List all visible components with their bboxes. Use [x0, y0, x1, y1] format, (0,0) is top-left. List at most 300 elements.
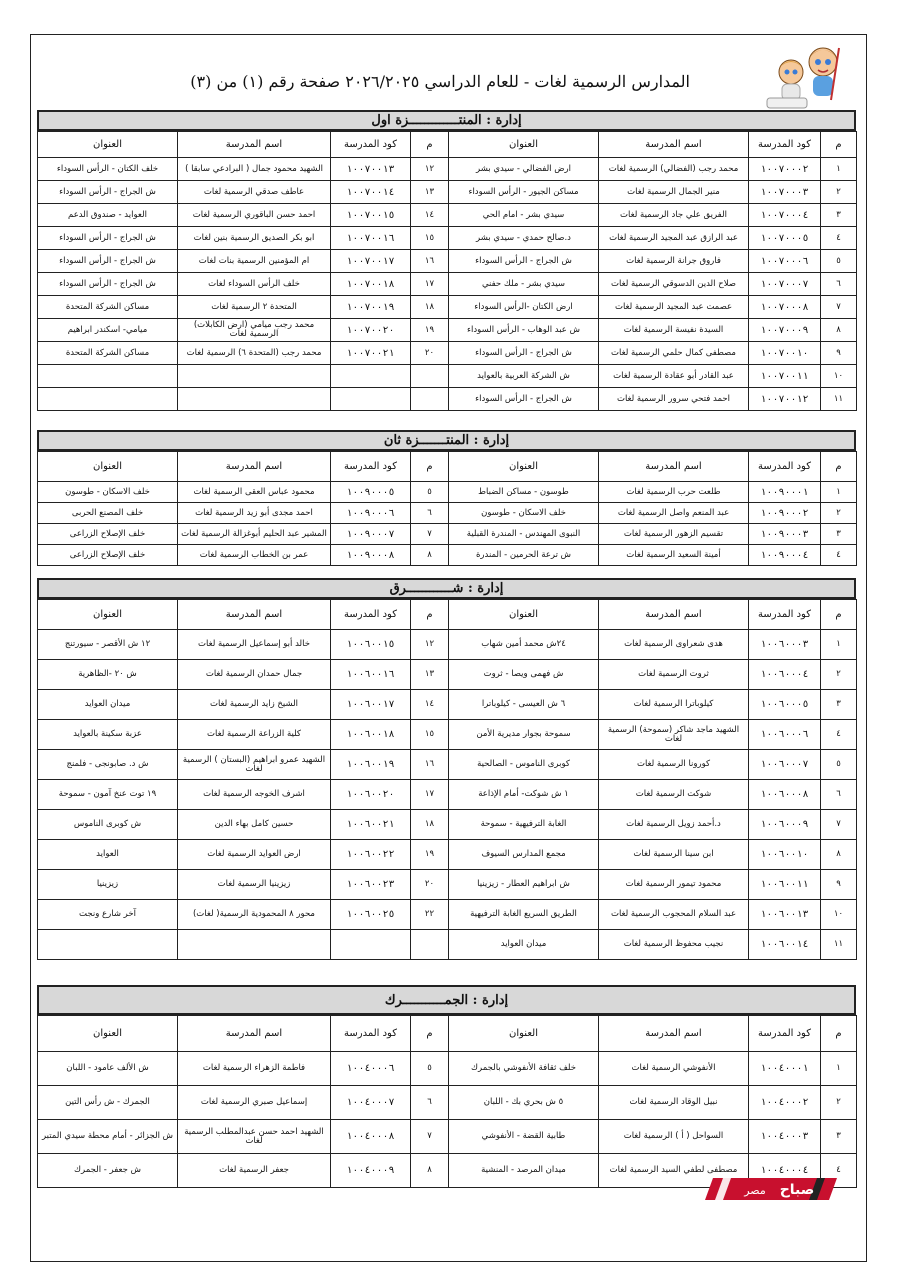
row-number: ٥ [821, 250, 857, 273]
school-code: ١٠٠٦٠٠٠٩ [749, 810, 821, 840]
row-number: ٤ [821, 720, 857, 750]
school-address: ميدان العوايد [38, 690, 178, 720]
table-header-row [38, 600, 857, 630]
school-code: ١٠٠٩٠٠٠٣ [749, 524, 821, 545]
school-name: محور ٨ المحمودية الرسمية( لغات) [178, 900, 331, 930]
school-code: ١٠٠٦٠٠٢٥ [331, 900, 411, 930]
table-row [38, 690, 857, 720]
school-name: فاروق جرانة الرسمية لغات [599, 250, 749, 273]
school-code: ١٠٠٦٠٠٠٤ [749, 660, 821, 690]
row-number [411, 930, 449, 960]
school-name: ابو بكر الصديق الرسمية بنين لغات [178, 227, 331, 250]
school-name: ام المؤمنين الرسمية بنات لغات [178, 250, 331, 273]
row-number: ١٩ [411, 840, 449, 870]
school-address: خلف الإصلاح الزراعى [38, 545, 178, 566]
col-header: العنوان [449, 132, 599, 158]
school-address: النبوى المهندس - المندرة القبلية [449, 524, 599, 545]
school-address: ارض الكتان -الرأس السوداء [449, 296, 599, 319]
school-name: تقسيم الزهور الرسمية لغات [599, 524, 749, 545]
school-address: ش الجزائر - أمام محطة سيدي المتبر [38, 1120, 178, 1154]
school-name: كيلوباترا الرسمية لغات [599, 690, 749, 720]
table-row [38, 158, 857, 181]
school-address: ارض الفضالي - سيدي بشر [449, 158, 599, 181]
row-number: ٨ [411, 545, 449, 566]
school-code: ١٠٠٩٠٠٠٤ [749, 545, 821, 566]
row-number: ٦ [821, 780, 857, 810]
school-name: محمد رجب (الفضالي) الرسمية لغات [599, 158, 749, 181]
row-number [411, 365, 449, 388]
school-address: ش الجراج - الرأس السوداء [38, 273, 178, 296]
table-row [38, 660, 857, 690]
section-customs [37, 985, 856, 1195]
row-number: ٤ [821, 545, 857, 566]
school-address: ميدان المرصد - المنشية [449, 1154, 599, 1188]
school-name: الشهيد عمرو ابراهيم (البستان ) الرسمية لغات [178, 750, 331, 780]
school-code: ١٠٠٧٠٠٠٦ [749, 250, 821, 273]
row-number: ٦ [411, 1086, 449, 1120]
school-code: ١٠٠٦٠٠٢٢ [331, 840, 411, 870]
school-address: خلف الاسكان - طوسون [38, 482, 178, 503]
table-row [38, 482, 857, 503]
school-name: ابن سينا الرسمية لغات [599, 840, 749, 870]
school-code: ١٠٠٦٠٠١٤ [749, 930, 821, 960]
school-name: منير الجمال الرسمية لغات [599, 181, 749, 204]
school-address: زيزينيا [38, 870, 178, 900]
row-number: ٨ [411, 1154, 449, 1188]
row-number: ٤ [821, 1154, 857, 1188]
school-address: العوايد [38, 840, 178, 870]
school-name: محمد رجب ميامي (ارض الكابلات) الرسمية لغات [178, 319, 331, 342]
col-header: اسم المدرسة [178, 452, 331, 482]
school-code: ١٠٠٩٠٠٠١ [749, 482, 821, 503]
row-number: ١٨ [411, 296, 449, 319]
table-row [38, 296, 857, 319]
row-number: ٣ [821, 690, 857, 720]
school-name [178, 388, 331, 411]
school-address: ش عبد الوهاب - الرأس السوداء [449, 319, 599, 342]
school-code: ١٠٠٧٠٠١٤ [331, 181, 411, 204]
school-code: ١٠٠٤٠٠٠٣ [749, 1120, 821, 1154]
school-address: ش كوبرى الناموس [38, 810, 178, 840]
page-header [30, 40, 865, 100]
school-name: احمد مجدى أبو زيد الرسمية لغات [178, 503, 331, 524]
col-header: م [821, 452, 857, 482]
school-code: ١٠٠٧٠٠٠٨ [749, 296, 821, 319]
school-address [38, 388, 178, 411]
school-code: ١٠٠٩٠٠٠٨ [331, 545, 411, 566]
row-number: ٧ [821, 296, 857, 319]
col-header: كود المدرسة [749, 132, 821, 158]
school-address: ٢٤ش محمد أمين شهاب [449, 630, 599, 660]
school-name: عمر بن الخطاب الرسمية لغات [178, 545, 331, 566]
section-east [37, 578, 856, 964]
school-address: طوسون - مساكن الضباط [449, 482, 599, 503]
school-name: صلاح الدين الدسوقي الرسمية لغات [599, 273, 749, 296]
school-address: ١٢ ش الأقصر - سيورتنج [38, 630, 178, 660]
table-row [38, 840, 857, 870]
school-code: ١٠٠٧٠٠١٩ [331, 296, 411, 319]
school-code: ١٠٠٧٠٠١٣ [331, 158, 411, 181]
col-header: كود المدرسة [749, 452, 821, 482]
school-name: الشهيد ماجد شاكر (سموحة) الرسمية لغات [599, 720, 749, 750]
school-name: احمد فتحي سرور الرسمية لغات [599, 388, 749, 411]
school-code: ١٠٠٧٠٠٠٣ [749, 181, 821, 204]
row-number: ٦ [411, 503, 449, 524]
school-address: ش الجراج - الرأس السوداء [449, 250, 599, 273]
row-number: ٢٠ [411, 870, 449, 900]
school-code: ١٠٠٧٠٠٠٥ [749, 227, 821, 250]
school-address [38, 365, 178, 388]
col-header: اسم المدرسة [599, 600, 749, 630]
section-title: إدارة : شــــــــــــرق [37, 578, 856, 599]
school-name: الأنفوشي الرسمية لغات [599, 1052, 749, 1086]
school-address: ش ٢٠ -الظاهرية [38, 660, 178, 690]
school-name: جمال حمدان الرسمية لغات [178, 660, 331, 690]
school-address: كوبرى الناموس - الصالحية [449, 750, 599, 780]
row-number: ١ [821, 482, 857, 503]
school-code: ١٠٠٧٠٠١٧ [331, 250, 411, 273]
page-title: المدارس الرسمية لغات - للعام الدراسي ٢٠٢٦/٢٠٢٥ صفحة رقم (١) من (٣) [190, 72, 690, 91]
school-address: ش د. صابونجى - فلمنج [38, 750, 178, 780]
school-address: ش الجراج - الرأس السوداء [449, 388, 599, 411]
row-number [411, 388, 449, 411]
col-header: العنوان [449, 452, 599, 482]
school-name: خلف الرأس السوداء لغات [178, 273, 331, 296]
col-header: كود المدرسة [331, 132, 411, 158]
school-code: ١٠٠٧٠٠٠٩ [749, 319, 821, 342]
section-title: إدارة : المنتـــــــــــــزة اول [37, 110, 856, 131]
school-code: ١٠٠٦٠٠٢١ [331, 810, 411, 840]
table-row [38, 319, 857, 342]
table-row [38, 503, 857, 524]
row-number: ٢ [821, 660, 857, 690]
col-header: العنوان [449, 600, 599, 630]
school-name: د.أحمد زويل الرسمية لغات [599, 810, 749, 840]
row-number: ١٥ [411, 720, 449, 750]
table-row [38, 900, 857, 930]
row-number: ٦ [821, 273, 857, 296]
table-row [38, 750, 857, 780]
table-row [38, 365, 857, 388]
school-code: ١٠٠٧٠٠٢١ [331, 342, 411, 365]
col-header: كود المدرسة [749, 600, 821, 630]
school-code: ١٠٠٧٠٠٠٤ [749, 204, 821, 227]
row-number: ٢ [821, 503, 857, 524]
school-address: الجمرك - ش رأس التين [38, 1086, 178, 1120]
school-address: ش الجراج - الرأس السوداء [38, 250, 178, 273]
section-title: إدارة : الجمـــــــــــرك [37, 985, 856, 1015]
school-name: السواحل ( أ ) الرسمية لغات [599, 1120, 749, 1154]
col-header: اسم المدرسة [178, 1016, 331, 1052]
section-montaza-2 [37, 430, 856, 570]
col-header: العنوان [38, 452, 178, 482]
row-number: ٢ [821, 181, 857, 204]
school-address: ميدان العوايد [449, 930, 599, 960]
row-number: ١٨ [411, 810, 449, 840]
row-number: ١ [821, 630, 857, 660]
row-number: ٩ [821, 870, 857, 900]
school-address: مساكن الشركة المتحدة [38, 296, 178, 319]
row-number: ٨ [821, 319, 857, 342]
school-name: خالد أبو إسماعيل الرسمية لغات [178, 630, 331, 660]
col-header: م [821, 132, 857, 158]
school-address: ش فهمى ويصا - ثروت [449, 660, 599, 690]
row-number: ٧ [411, 524, 449, 545]
school-address: خلف الاسكان - طوسون [449, 503, 599, 524]
school-code: ١٠٠٦٠٠٢٣ [331, 870, 411, 900]
school-code: ١٠٠٤٠٠٠٧ [331, 1086, 411, 1120]
col-header: كود المدرسة [331, 600, 411, 630]
row-number: ٤ [821, 227, 857, 250]
school-name: الشهيد محمود جمال ( البرادعي سابقا ) [178, 158, 331, 181]
school-address: ش الألف عامود - اللبان [38, 1052, 178, 1086]
col-header: العنوان [38, 1016, 178, 1052]
school-address: ش الشركة العربية بالعوايد [449, 365, 599, 388]
watermark-country: مصر [744, 1184, 766, 1197]
school-name: زيزينيا الرسمية لغات [178, 870, 331, 900]
school-name: نجيب محفوظ الرسمية لغات [599, 930, 749, 960]
school-code: ١٠٠٧٠٠١٠ [749, 342, 821, 365]
col-header: م [411, 600, 449, 630]
school-name: نبيل الوقاد الرسمية لغات [599, 1086, 749, 1120]
school-name: محمود عباس العقى الرسمية لغات [178, 482, 331, 503]
school-code: ١٠٠٤٠٠٠٤ [749, 1154, 821, 1188]
row-number: ١٤ [411, 204, 449, 227]
col-header: اسم المدرسة [599, 1016, 749, 1052]
school-code: ١٠٠٤٠٠٠٦ [331, 1052, 411, 1086]
school-name: كورونا الرسمية لغات [599, 750, 749, 780]
school-code: ١٠٠٧٠٠٠٢ [749, 158, 821, 181]
school-address: مساكن الجيور - الرأس السوداء [449, 181, 599, 204]
school-address: ٥ ش بحري بك - اللبان [449, 1086, 599, 1120]
school-address: الطريق السريع الغابة الترفيهية [449, 900, 599, 930]
school-code [331, 365, 411, 388]
school-name: عاطف صدقي الرسمية لغات [178, 181, 331, 204]
table-row [38, 388, 857, 411]
school-code: ١٠٠٧٠٠١٥ [331, 204, 411, 227]
row-number: ٥ [411, 482, 449, 503]
school-code: ١٠٠٦٠٠١٥ [331, 630, 411, 660]
school-address: خلف ثقافة الأنفوشي بالجمرك [449, 1052, 599, 1086]
school-code: ١٠٠٩٠٠٠٥ [331, 482, 411, 503]
school-code: ١٠٠٦٠٠١٣ [749, 900, 821, 930]
school-name: كلية الزراعة الرسمية لغات [178, 720, 331, 750]
school-code: ١٠٠٧٠٠١٢ [749, 388, 821, 411]
school-name: طلعت حرب الرسمية لغات [599, 482, 749, 503]
school-address: آخر شارع ونجت [38, 900, 178, 930]
row-number: ٥ [821, 750, 857, 780]
school-code: ١٠٠٦٠٠١٧ [331, 690, 411, 720]
col-header: اسم المدرسة [178, 132, 331, 158]
row-number: ١٩ [411, 319, 449, 342]
schools-table [37, 1015, 857, 1188]
school-code: ١٠٠٦٠٠١٨ [331, 720, 411, 750]
table-row [38, 810, 857, 840]
school-code [331, 388, 411, 411]
table-row [38, 1120, 857, 1154]
row-number: ١ [821, 1052, 857, 1086]
school-code [331, 930, 411, 960]
row-number: ١٢ [411, 630, 449, 660]
school-address: خلف الإصلاح الزراعى [38, 524, 178, 545]
school-address: العوايد - صندوق الدعم [38, 204, 178, 227]
school-address: الغابة الترفيهية - سموحة [449, 810, 599, 840]
school-name: هدى شعراوى الرسمية لغات [599, 630, 749, 660]
school-address: طابية القضة - الأنفوشي [449, 1120, 599, 1154]
row-number: ١٦ [411, 250, 449, 273]
school-name: عبد الرازق عبد المجيد الرسمية لغات [599, 227, 749, 250]
school-code: ١٠٠٧٠٠١٦ [331, 227, 411, 250]
school-code: ١٠٠٦٠٠١٦ [331, 660, 411, 690]
school-code: ١٠٠٦٠٠١٠ [749, 840, 821, 870]
school-name: أمينة السعيد الرسمية لغات [599, 545, 749, 566]
row-number: ٥ [411, 1052, 449, 1086]
table-row [38, 250, 857, 273]
school-name: اشرف الخوجه الرسمية لغات [178, 780, 331, 810]
table-row [38, 204, 857, 227]
row-number: ١٥ [411, 227, 449, 250]
col-header: م [821, 600, 857, 630]
school-name: محمود تيمور الرسمية لغات [599, 870, 749, 900]
col-header: كود المدرسة [749, 1016, 821, 1052]
table-row [38, 930, 857, 960]
school-address: ٦ ش العيسى - كيلوباترا [449, 690, 599, 720]
school-name: عبد المنعم واصل الرسمية لغات [599, 503, 749, 524]
row-number: ١٠ [821, 365, 857, 388]
school-code: ١٠٠٧٠٠١٨ [331, 273, 411, 296]
table-row [38, 524, 857, 545]
school-code: ١٠٠٦٠٠١٩ [331, 750, 411, 780]
school-name: عبد القادر أبو عقادة الرسمية لغات [599, 365, 749, 388]
row-number: ١٤ [411, 690, 449, 720]
school-code: ١٠٠٤٠٠٠٨ [331, 1120, 411, 1154]
col-header: العنوان [38, 600, 178, 630]
table-row [38, 342, 857, 365]
col-header: م [411, 452, 449, 482]
school-address: ش الجراج - الرأس السوداء [38, 181, 178, 204]
row-number: ٣ [821, 1120, 857, 1154]
school-name: عصمت عبد المجيد الرسمية لغات [599, 296, 749, 319]
school-code: ١٠٠٤٠٠٠٩ [331, 1154, 411, 1188]
school-code: ١٠٠٧٠٠١١ [749, 365, 821, 388]
col-header: اسم المدرسة [178, 600, 331, 630]
school-name: الشهيد احمد حسن عبدالمطلب الرسمية لغات [178, 1120, 331, 1154]
school-code: ١٠٠٩٠٠٠٧ [331, 524, 411, 545]
col-header: م [411, 1016, 449, 1052]
row-number: ٢٠ [411, 342, 449, 365]
school-address: ميامي- اسكندر ابراهيم [38, 319, 178, 342]
row-number: ٣ [821, 204, 857, 227]
col-header: اسم المدرسة [599, 132, 749, 158]
school-address: ش ترعة الحرمين - المندرة [449, 545, 599, 566]
table-header-row [38, 452, 857, 482]
schools-table [37, 451, 857, 566]
school-address: خلف المصنع الحربى [38, 503, 178, 524]
school-name: مصطفى لطفي السيد الرسمية لغات [599, 1154, 749, 1188]
school-address: د.صالح حمدي - سيدي بشر [449, 227, 599, 250]
school-name: احمد حسن الباقوري الرسمية لغات [178, 204, 331, 227]
school-name: مصطفى كمال حلمي الرسمية لغات [599, 342, 749, 365]
table-row [38, 870, 857, 900]
section-montaza-1 [37, 110, 856, 420]
table-row [38, 1052, 857, 1086]
schools-table [37, 599, 857, 960]
row-number: ٨ [821, 840, 857, 870]
school-name [178, 365, 331, 388]
row-number: ٧ [411, 1120, 449, 1154]
row-number: ٩ [821, 342, 857, 365]
row-number: ٢٢ [411, 900, 449, 930]
watermark-name: صباح [779, 1182, 815, 1198]
table-row [38, 545, 857, 566]
school-address: عزبة سكينة بالعوايد [38, 720, 178, 750]
school-address: خلف الكتان - الرأس السوداء [38, 158, 178, 181]
school-code: ١٠٠٧٠٠٠٧ [749, 273, 821, 296]
row-number: ١١ [821, 388, 857, 411]
col-header: كود المدرسة [331, 1016, 411, 1052]
col-header: م [411, 132, 449, 158]
row-number: ١٦ [411, 750, 449, 780]
schools-table [37, 131, 857, 411]
school-name: إسماعيل صبري الرسمية لغات [178, 1086, 331, 1120]
school-code: ١٠٠٦٠٠٠٦ [749, 720, 821, 750]
col-header: كود المدرسة [331, 452, 411, 482]
school-name: شوكت الرسمية لغات [599, 780, 749, 810]
table-row [38, 630, 857, 660]
row-number: ١٧ [411, 273, 449, 296]
school-address: سموحة بجوار مديرية الأمن [449, 720, 599, 750]
row-number: ١٧ [411, 780, 449, 810]
school-address: ١٩ توت عنخ آمون - سموحة [38, 780, 178, 810]
school-name [178, 930, 331, 960]
row-number: ١١ [821, 930, 857, 960]
school-code: ١٠٠٧٠٠٢٠ [331, 319, 411, 342]
school-code: ١٠٠٦٠٠٠٨ [749, 780, 821, 810]
row-number: ٧ [821, 810, 857, 840]
school-code: ١٠٠٦٠٠٠٧ [749, 750, 821, 780]
table-header-row [38, 132, 857, 158]
col-header: العنوان [38, 132, 178, 158]
table-row [38, 227, 857, 250]
school-name: فاطمة الزهراء الرسمية لغات [178, 1052, 331, 1086]
school-code: ١٠٠٦٠٠٠٣ [749, 630, 821, 660]
row-number: ١٢ [411, 158, 449, 181]
school-code: ١٠٠٤٠٠٠١ [749, 1052, 821, 1086]
row-number: ٢ [821, 1086, 857, 1120]
row-number: ١٠ [821, 900, 857, 930]
col-header: اسم المدرسة [599, 452, 749, 482]
col-header: م [821, 1016, 857, 1052]
school-name: حسين كامل بهاء الدين [178, 810, 331, 840]
school-address: ١ ش شوكت- أمام الإذاعة [449, 780, 599, 810]
school-name: ثروت الرسمية لغات [599, 660, 749, 690]
school-name: السيدة نفيسة الرسمية لغات [599, 319, 749, 342]
school-name: محمد رجب (المتحدة ٦) الرسمية لغات [178, 342, 331, 365]
col-header: العنوان [449, 1016, 599, 1052]
school-code: ١٠٠٦٠٠١١ [749, 870, 821, 900]
school-name: الشيخ زايد الرسمية لغات [178, 690, 331, 720]
school-address: ش الجراج - الرأس السوداء [38, 227, 178, 250]
kids-mascot-icon [761, 40, 847, 114]
school-code: ١٠٠٦٠٠٢٠ [331, 780, 411, 810]
school-code: ١٠٠٩٠٠٠٦ [331, 503, 411, 524]
school-name: المشير عبد الحليم أبوغزالة الرسمية لغات [178, 524, 331, 545]
section-title: إدارة : المنتـــــــزة ثان [37, 430, 856, 451]
school-address: مساكن الشركة المتحدة [38, 342, 178, 365]
school-address: سيدي بشر - ملك حفني [449, 273, 599, 296]
school-name: الفريق علي جاد الرسمية لغات [599, 204, 749, 227]
row-number: ١٣ [411, 181, 449, 204]
